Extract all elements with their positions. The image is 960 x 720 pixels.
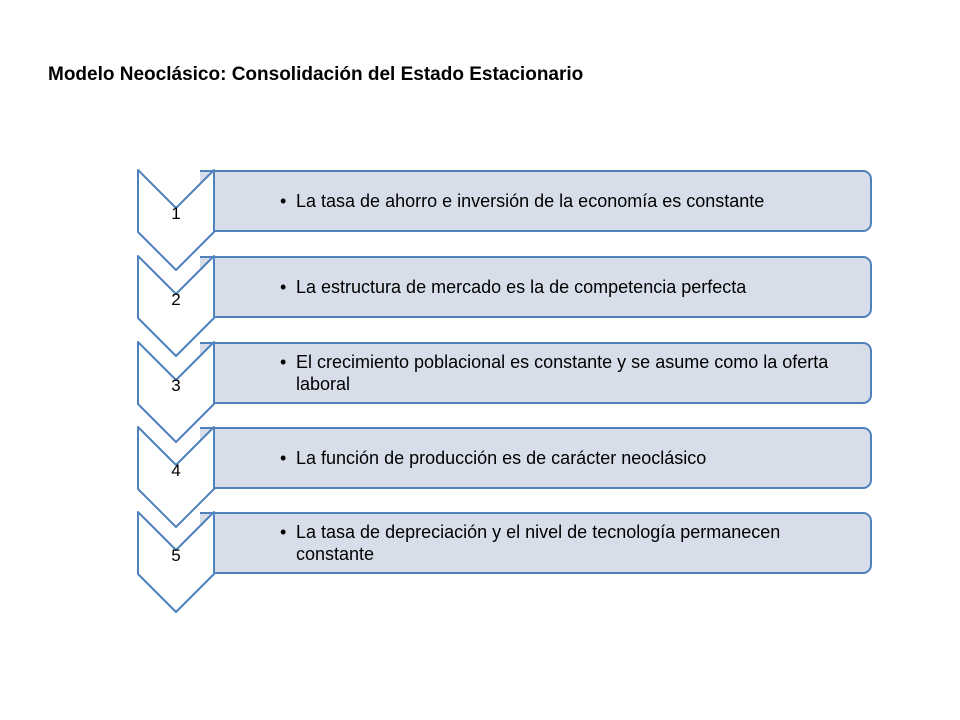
process-step: [136, 170, 876, 270]
step-text-box: [200, 427, 872, 489]
step-text: La tasa de depreciación y el nivel de tecnología permanecen constante: [296, 522, 781, 564]
step-text: El crecimiento poblacional es constante y se asume como la oferta laboral: [296, 352, 829, 394]
bullet-dot: •: [280, 448, 287, 468]
step-text-box: [200, 512, 872, 574]
step-text: La estructura de mercado es la de competencia perfecta: [296, 277, 747, 297]
step-number: 1: [171, 204, 181, 223]
step-text: La tasa de ahorro e inversión de la economía es constante: [296, 191, 765, 211]
bullet-dot: •: [280, 277, 287, 297]
step-text-box: [200, 256, 872, 318]
step-number: 2: [171, 290, 181, 309]
step-number: 3: [171, 376, 181, 395]
step-bullet: [280, 521, 860, 565]
page-title: Modelo Neoclásico: Consolidación del Estado Estacionario: [48, 64, 584, 85]
step-bullet: [280, 276, 860, 298]
process-step: [136, 256, 876, 356]
step-bullet: [280, 447, 860, 469]
step-text-box: [200, 342, 872, 404]
process-step: [136, 512, 876, 612]
step-bullet: [280, 190, 860, 212]
step-bullet: [280, 351, 860, 395]
step-number: 5: [171, 546, 181, 565]
bullet-dot: •: [280, 522, 287, 542]
bullet-dot: •: [280, 352, 287, 372]
step-text-box: [200, 170, 872, 232]
step-text: La función de producción es de carácter neoclásico: [296, 448, 707, 468]
step-number: 4: [171, 461, 181, 480]
bullet-dot: •: [280, 191, 287, 211]
